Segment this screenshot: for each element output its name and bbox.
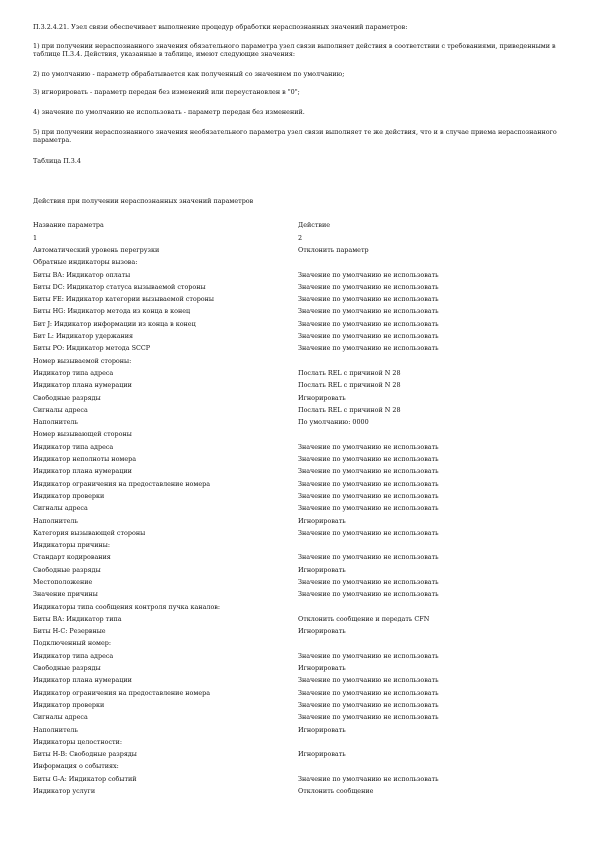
parameter-name-cell: Подключенный номер: [33, 640, 111, 648]
action-cell: Значение по умолчанию не использовать [298, 456, 439, 464]
table-row [33, 269, 563, 281]
table-row [33, 749, 563, 761]
table-row [33, 675, 563, 687]
table-row [33, 380, 563, 392]
action-cell: Игнорировать [298, 566, 346, 574]
action-cell: Значение по умолчанию не использовать [298, 554, 439, 562]
action-cell: Игнорировать [298, 517, 346, 525]
parameter-name-cell: Индикатор плана нумерации [33, 382, 132, 390]
parameter-name-cell: Наполнитель [33, 726, 78, 734]
action-cell: Значение по умолчанию не использовать [298, 714, 439, 722]
parameter-name-cell: Биты PO: Индикатор метода SCCP [33, 345, 151, 353]
table-row [33, 392, 563, 404]
table-row [33, 441, 563, 453]
parameter-name-cell: Индикатор типа адреса [33, 652, 114, 660]
table-row [33, 700, 563, 712]
table-row [33, 626, 563, 638]
action-cell: Значение по умолчанию не использовать [298, 701, 439, 709]
table-row [33, 638, 563, 650]
parameter-name-cell: Индикатор плана нумерации [33, 468, 132, 476]
table-row [33, 773, 563, 785]
table-row [33, 466, 563, 478]
action-cell: Значение по умолчанию не использовать [298, 480, 439, 488]
table-row [33, 761, 563, 773]
column-header-action: Действие [298, 222, 330, 230]
parameter-name-cell: Индикатор проверки [33, 701, 105, 709]
table-row [33, 724, 563, 736]
parameter-name-cell: Индикатор ограничения на предоставление номера [33, 689, 211, 697]
parameter-name-cell: Индикаторы причины: [33, 542, 111, 550]
action-cell: Игнорировать [298, 628, 346, 636]
parameter-name-cell: Номер вызывающей стороны [33, 431, 132, 439]
parameter-name-cell: Обратные индикаторы вызова: [33, 259, 138, 267]
parameter-name-cell: Номер вызываемой стороны: [33, 357, 132, 365]
action-cell: Значение по умолчанию не использовать [298, 271, 439, 279]
table-row [33, 343, 563, 355]
column-number-1: 1 [33, 234, 38, 242]
parameter-name-cell: Информация о событиях: [33, 763, 119, 771]
action-cell: Игнорировать [298, 394, 346, 402]
table-row [33, 663, 563, 675]
parameter-name-cell: Биты HG: Индикатор метода из конца в конец [33, 308, 191, 316]
table-header-row [33, 220, 563, 232]
parameter-name-cell: Автоматический уровень перегрузки [33, 246, 160, 254]
table-row [33, 281, 563, 293]
table-row [33, 552, 563, 564]
action-cell: Послать REL с причиной N 28 [298, 382, 401, 390]
action-cell: Послать REL с причиной N 28 [298, 369, 401, 377]
table-row [33, 614, 563, 626]
parameter-name-cell: Биты Н-С: Резервные [33, 628, 106, 636]
parameter-name-cell: Индикаторы целостности: [33, 738, 122, 746]
parameter-name-cell: Свободные разряды [33, 566, 101, 574]
action-cell: Игнорировать [298, 726, 346, 734]
parameter-name-cell: Категория вызывающей стороны [33, 529, 146, 537]
parameter-name-cell: Сигналы адреса [33, 406, 88, 414]
paragraph-item-3: 3) игнорировать - параметр передан без изменений или переустановлен в "0"; [33, 88, 300, 96]
table-row [33, 515, 563, 527]
table-row [33, 503, 563, 515]
action-cell: Значение по умолчанию не использовать [298, 689, 439, 697]
paragraph-item-1: 1) при получении нераспознанного значения обязательного параметра узел связи выполняет действия в соответствии с требованиями, приведенными в таблице П.3.4. Действия, указанные в таблице, имеют следующие значения: [33, 42, 556, 58]
action-cell: Значение по умолчанию не использовать [298, 333, 439, 341]
paragraph-item-4: 4) значение по умолчанию не использовать - параметр передан без изменений. [33, 108, 305, 116]
action-cell: Значение по умолчанию не использовать [298, 529, 439, 537]
parameter-name-cell: Биты Н-В: Свободные разряды [33, 751, 137, 759]
parameter-name-cell: Индикаторы типа сообщения контроля пучка каналов: [33, 603, 221, 611]
action-cell: Значение по умолчанию не использовать [298, 505, 439, 513]
table-row [33, 318, 563, 330]
parameter-name-cell: Значение причины [33, 591, 98, 599]
parameter-name-cell: Индикатор проверки [33, 492, 105, 500]
table-row [33, 577, 563, 589]
table-row [33, 294, 563, 306]
table-row [33, 736, 563, 748]
parameter-name-cell: Стандарт кодирования [33, 554, 111, 562]
table-row [33, 331, 563, 343]
section-heading: П.3.2.4.21. Узел связи обеспечивает выполнение процедур обработки нераспознанных значений параметров: [33, 23, 408, 31]
table-body [33, 245, 563, 798]
table-row [33, 712, 563, 724]
parameter-name-cell: Наполнитель [33, 419, 78, 427]
action-cell: Отклонить сообщение и передать CFN [298, 615, 430, 623]
table-row [33, 650, 563, 662]
table-row [33, 429, 563, 441]
table-row [33, 355, 563, 367]
action-cell: Значение по умолчанию не использовать [298, 345, 439, 353]
parameter-name-cell: Индикатор ограничения на предоставление номера [33, 480, 211, 488]
parameter-name-cell: Биты DC: Индикатор статуса вызываемой стороны [33, 283, 206, 291]
parameter-name-cell: Наполнитель [33, 517, 78, 525]
parameter-name-cell: Индикатор услуги [33, 788, 96, 796]
action-cell: Значение по умолчанию не использовать [298, 296, 439, 304]
table-row [33, 257, 563, 269]
parameters-table [33, 220, 563, 798]
table-caption: Действия при получении нераспознанных значений параметров [33, 197, 254, 205]
table-row [33, 564, 563, 576]
table-row [33, 527, 563, 539]
table-row [33, 589, 563, 601]
table-row [33, 478, 563, 490]
action-cell: Игнорировать [298, 665, 346, 673]
parameter-name-cell: Индикатор неполноты номера [33, 456, 137, 464]
parameter-name-cell: Сигналы адреса [33, 505, 88, 513]
table-row [33, 491, 563, 503]
paragraph-item-2: 2) по умолчанию - параметр обрабатывается как полученный со значением по умолчанию; [33, 70, 345, 78]
table-row [33, 687, 563, 699]
action-cell: Значение по умолчанию не использовать [298, 443, 439, 451]
table-row [33, 786, 563, 798]
action-cell: Значение по умолчанию не использовать [298, 677, 439, 685]
action-cell: Значение по умолчанию не использовать [298, 578, 439, 586]
parameter-name-cell: Местоположение [33, 578, 93, 586]
action-cell: Значение по умолчанию не использовать [298, 652, 439, 660]
action-cell: Значение по умолчанию не использовать [298, 492, 439, 500]
table-row [33, 306, 563, 318]
parameter-name-cell: Биты G-A: Индикатор событий [33, 775, 137, 783]
action-cell: Значение по умолчанию не использовать [298, 468, 439, 476]
parameter-name-cell: Индикатор типа адреса [33, 369, 114, 377]
action-cell: Послать REL с причиной N 28 [298, 406, 401, 414]
action-cell: По умолчанию: 0000 [298, 419, 369, 427]
parameter-name-cell: Биты ВА: Индикатор оплаты [33, 271, 131, 279]
parameter-name-cell: Индикатор типа адреса [33, 443, 114, 451]
action-cell: Значение по умолчанию не использовать [298, 320, 439, 328]
parameter-name-cell: Биты ВА: Индикатор типа [33, 615, 122, 623]
parameter-name-cell: Свободные разряды [33, 665, 101, 673]
action-cell: Значение по умолчанию не использовать [298, 775, 439, 783]
action-cell: Игнорировать [298, 751, 346, 759]
table-row [33, 601, 563, 613]
table-row [33, 540, 563, 552]
parameter-name-cell: Индикатор плана нумерации [33, 677, 132, 685]
table-row [33, 417, 563, 429]
table-label: Таблица П.3.4 [33, 157, 81, 165]
table-row [33, 245, 563, 257]
column-header-parameter: Название параметра [33, 222, 104, 230]
action-cell: Значение по умолчанию не использовать [298, 283, 439, 291]
action-cell: Отклонить параметр [298, 246, 369, 254]
parameter-name-cell: Бит J: Индикатор информации из конца в конец [33, 320, 196, 328]
action-cell: Значение по умолчанию не использовать [298, 308, 439, 316]
table-row [33, 368, 563, 380]
action-cell: Отклонить сообщение [298, 788, 374, 796]
table-row [33, 404, 563, 416]
parameter-name-cell: Сигналы адреса [33, 714, 88, 722]
table-row [33, 454, 563, 466]
parameter-name-cell: Свободные разряды [33, 394, 101, 402]
column-number-2: 2 [298, 234, 303, 242]
paragraph-item-5: 5) при получении нераспознанного значения необязательного параметра узел связи выполняет те же действия, что и в случае приема нераспознанного параметра. [33, 128, 557, 144]
parameter-name-cell: Биты FE: Индикатор категории вызываемой стороны [33, 296, 214, 304]
parameter-name-cell: Бит L: Индикатор удержания [33, 333, 134, 341]
table-number-row [33, 232, 563, 244]
action-cell: Значение по умолчанию не использовать [298, 591, 439, 599]
